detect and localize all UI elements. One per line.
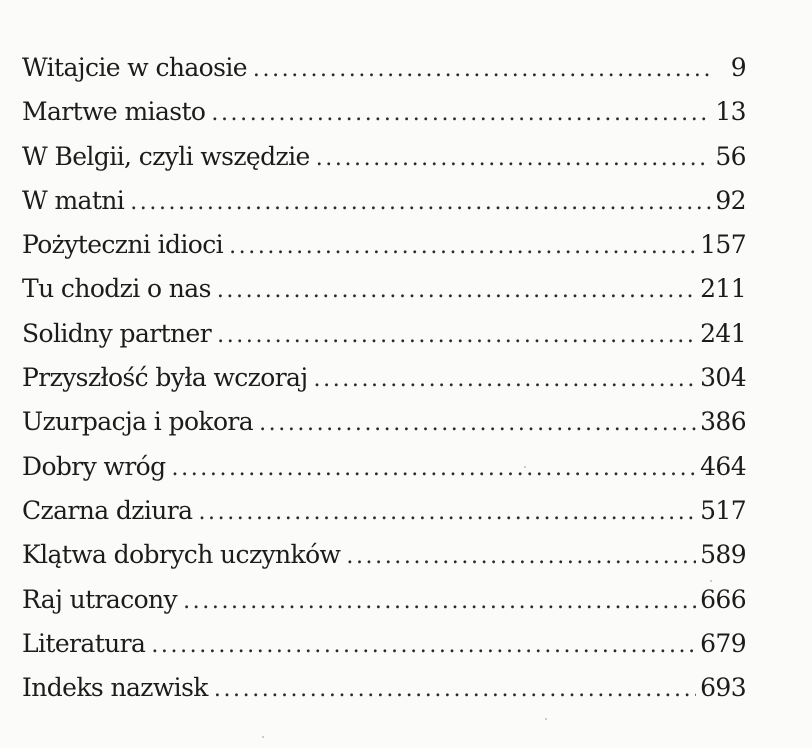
toc-entry-page-number: 517 [700, 495, 746, 525]
toc-entry-page-number: 9 [730, 53, 746, 82]
toc-entry-page-number: 304 [700, 363, 746, 393]
dot-leader [217, 314, 696, 358]
toc-entry-page-number: 589 [700, 540, 746, 570]
toc-entry-title: Literatura [22, 628, 146, 658]
toc-entry [22, 489, 746, 533]
dot-leader [151, 624, 696, 668]
toc-entry-title: Witajcie w chaosie [22, 53, 247, 82]
toc-entry [22, 312, 746, 356]
scan-speck [710, 580, 712, 582]
toc-entry [22, 223, 746, 267]
toc-entry [22, 445, 746, 489]
scan-speck [524, 466, 526, 468]
toc-entry-title: Tu chodzi o nas [22, 274, 211, 304]
dot-leader [130, 181, 711, 225]
toc-entry-page-number: 13 [715, 97, 746, 127]
toc-entry-title: Pożyteczni idioci [22, 230, 224, 260]
toc-entry [22, 135, 746, 179]
toc-entry-title: Martwe miasto [22, 97, 206, 127]
toc-entry-title: W matni [22, 185, 125, 215]
dot-leader [198, 491, 696, 535]
toc-entry-title: Dobry wróg [22, 451, 166, 481]
dot-leader [253, 48, 712, 92]
toc-entry-page-number: 679 [700, 628, 746, 658]
toc-entry [22, 400, 746, 444]
scan-speck [262, 736, 264, 738]
toc-entry-title: Przyszłość była wczoraj [22, 363, 308, 393]
toc-entry [22, 179, 746, 223]
toc-entry-page-number: 386 [700, 407, 746, 437]
table-of-contents [22, 46, 746, 710]
toc-entry-title: Uzurpacja i pokora [22, 407, 254, 437]
toc-entry [22, 533, 746, 577]
dot-leader [183, 580, 696, 624]
toc-entry [22, 578, 746, 622]
toc-entry-title: Raj utracony [22, 584, 178, 614]
dot-leader [211, 92, 711, 136]
dot-leader [316, 137, 712, 181]
dot-leader [229, 225, 696, 269]
toc-entry [22, 666, 746, 710]
toc-entry-page-number: 92 [715, 185, 746, 215]
dot-leader [346, 535, 696, 579]
toc-entry-page-number: 211 [700, 274, 746, 304]
toc-entry-page-number: 157 [700, 230, 746, 260]
toc-entry-title: W Belgii, czyli wszędzie [22, 141, 310, 171]
toc-entry-title: Czarna dziura [22, 495, 193, 525]
dot-leader [259, 402, 696, 446]
toc-entry [22, 267, 746, 311]
toc-entry-page-number: 693 [700, 673, 746, 703]
dot-leader [314, 358, 697, 402]
toc-entry-page-number: 241 [700, 318, 746, 348]
toc-entry-page-number: 464 [700, 451, 746, 481]
dot-leader [214, 668, 696, 712]
dot-leader [172, 447, 697, 491]
toc-entry-title: Indeks nazwisk [22, 673, 208, 703]
dot-leader [217, 269, 696, 313]
toc-entry-title: Solidny partner [22, 318, 212, 348]
toc-entry-title: Klątwa dobrych uczynków [22, 540, 341, 570]
toc-entry [22, 46, 746, 90]
toc-entry [22, 90, 746, 134]
toc-entry [22, 622, 746, 666]
toc-entry [22, 356, 746, 400]
toc-entry-page-number: 56 [715, 141, 746, 171]
toc-entry-page-number: 666 [700, 584, 746, 614]
scan-speck [545, 718, 547, 720]
